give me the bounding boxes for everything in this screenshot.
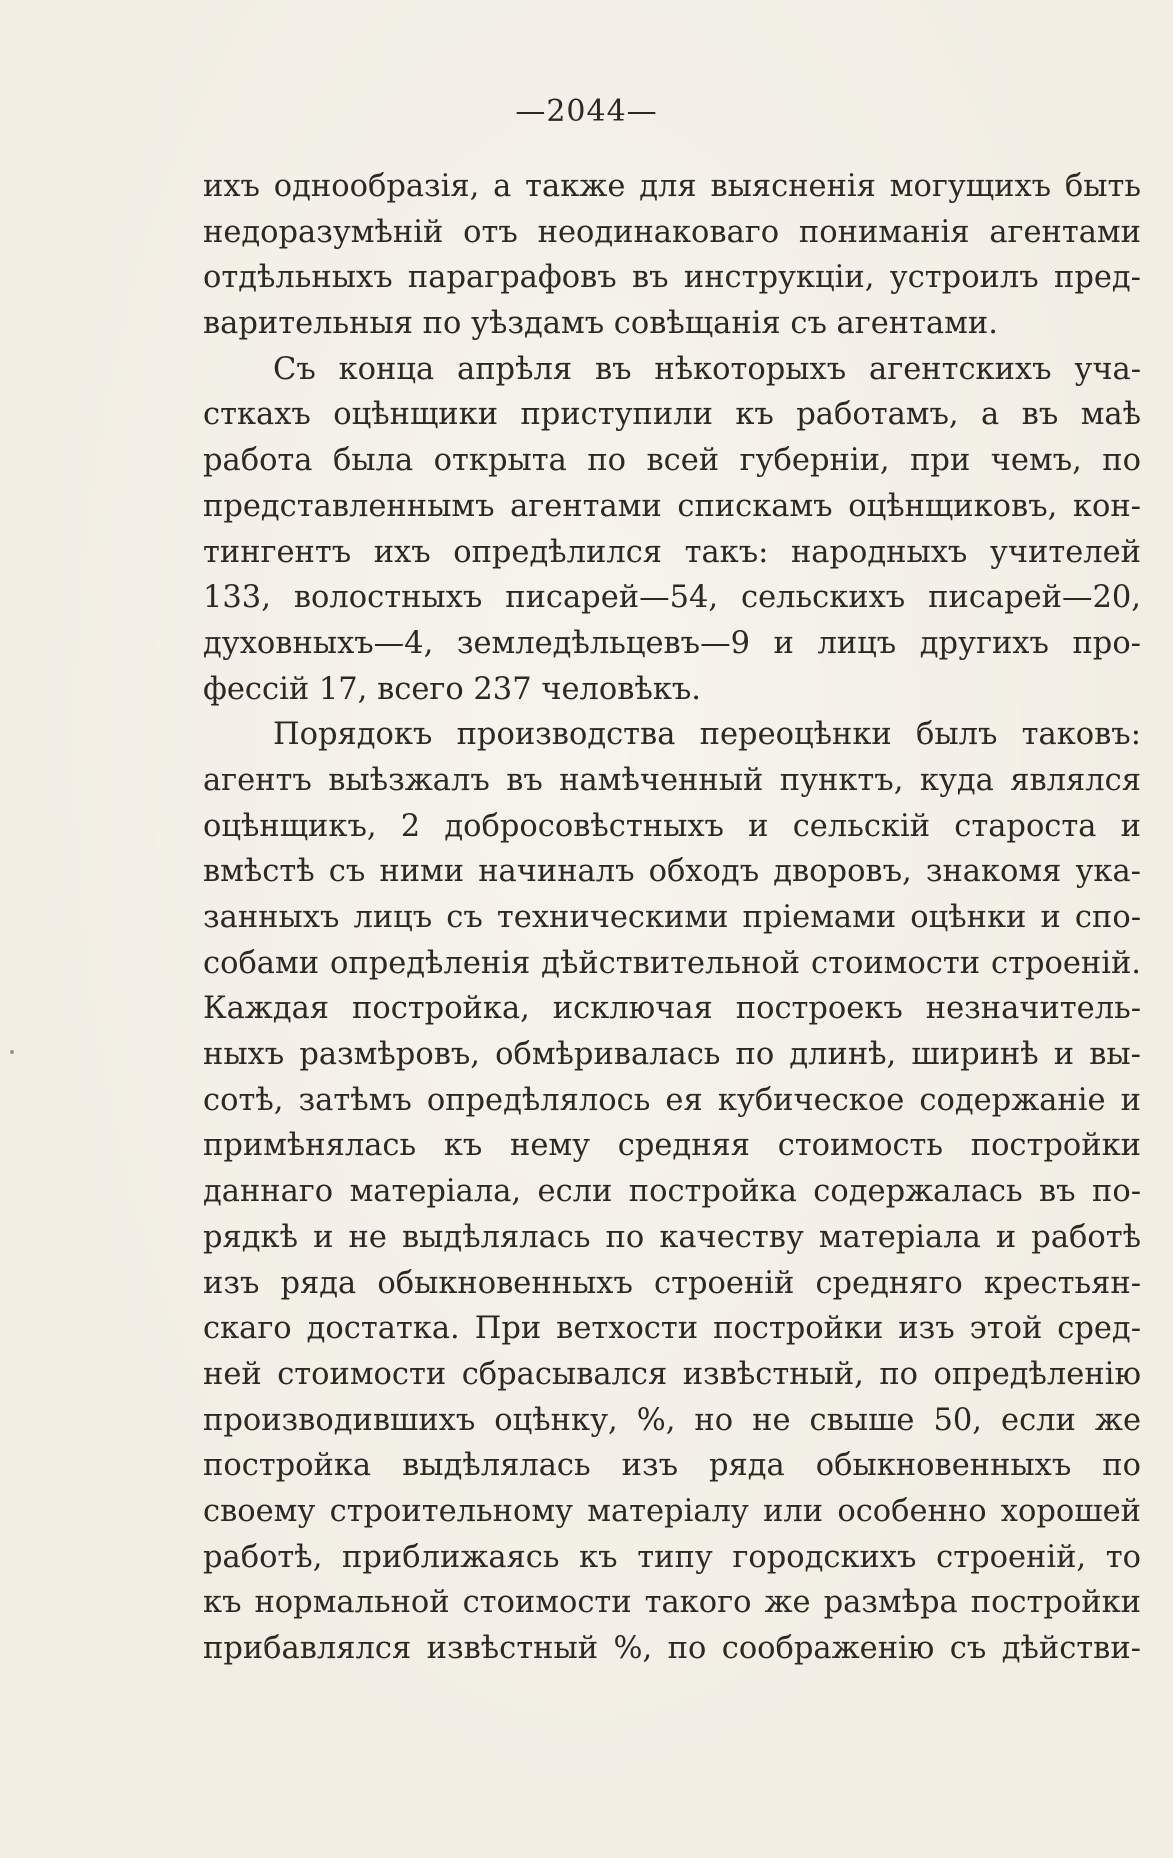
text-line: занныхъ лицъ съ техническими пріемами оцѣнки и спо-	[203, 900, 1141, 935]
text-line: Порядокъ производства переоцѣнки былъ таковъ:	[273, 717, 1141, 753]
page-number: —2044—	[515, 94, 658, 129]
text-line: постройка выдѣлялась изъ ряда обыкновенныхъ по	[203, 1448, 1141, 1484]
text-line: работа была открыта по всей губерніи, при чемъ, по	[203, 443, 1141, 479]
body-text	[203, 164, 1141, 1672]
text-line: сотѣ, затѣмъ опредѣлялось ея кубическое содержаніе и	[203, 1082, 1141, 1118]
text-line: производившихъ оцѣнку, %, но не свыше 50, если же	[203, 1402, 1141, 1438]
text-line: Каждая постройка, исключая построекъ незначитель-	[203, 991, 1141, 1027]
text-line: ихъ однообразія, а также для выясненія могущихъ быть	[203, 169, 1141, 204]
text-line: къ нормальной стоимости такого же размѣра постройки	[203, 1585, 1141, 1621]
text-line: скаго достатка. При ветхости постройки изъ этой сред-	[203, 1311, 1141, 1347]
text-line: прибавлялся извѣстный %, по соображенію съ дѣйстви-	[203, 1631, 1141, 1666]
text-line: фессій 17, всего 237 человѣкъ.	[203, 671, 701, 707]
text-line: отдѣльныхъ параграфовъ въ инструкціи, устроилъ пред-	[203, 260, 1141, 296]
text-line: ныхъ размѣровъ, обмѣривалась по длинѣ, ширинѣ и вы-	[203, 1037, 1141, 1073]
text-line: оцѣнщикъ, 2 добросовѣстныхъ и сельскій староста и	[203, 808, 1141, 844]
text-line: ней стоимости сбрасывался извѣстный, по опредѣленію	[203, 1356, 1141, 1392]
scan-speck	[10, 1050, 14, 1054]
text-line: варительныя по уѣздамъ совѣщанія съ агентами.	[203, 306, 998, 342]
text-line: даннаго матеріала, если постройка содержалась въ по-	[203, 1174, 1141, 1210]
text-line: тингентъ ихъ опредѣлился такъ: народныхъ учителей	[203, 534, 1141, 570]
text-line: 133, волостныхъ писарей—54, сельскихъ писарей—20,	[203, 580, 1141, 616]
text-line: недоразумѣній отъ неодинаковаго пониманія агентами	[203, 214, 1141, 250]
text-line: изъ ряда обыкновенныхъ строеній средняго крестьян-	[203, 1265, 1141, 1301]
text-line: агентъ выѣзжалъ въ намѣченный пунктъ, куда являлся	[203, 762, 1141, 798]
text-line: собами опредѣленія дѣйствительной стоимости строеній.	[203, 945, 1141, 981]
text-line: работѣ, приближаясь къ типу городскихъ строеній, то	[203, 1539, 1141, 1575]
text-line: Съ конца апрѣля въ нѣкоторыхъ агентскихъ уча-	[273, 351, 1141, 387]
text-line: примѣнялась къ нему средняя стоимость постройки	[203, 1128, 1141, 1164]
text-line: сткахъ оцѣнщики приступили къ работамъ, а въ маѣ	[203, 397, 1141, 433]
text-line: вмѣстѣ съ ними начиналъ обходъ дворовъ, знакомя ука-	[203, 854, 1141, 890]
text-line: духовныхъ—4, земледѣльцевъ—9 и лицъ другихъ про-	[203, 625, 1141, 661]
text-line: представленнымъ агентами спискамъ оцѣнщиковъ, кон-	[203, 488, 1141, 524]
text-line: своему строительному матеріалу или особенно хорошей	[203, 1493, 1141, 1529]
text-line: рядкѣ и не выдѣлялась по качеству матеріала и работѣ	[203, 1219, 1141, 1255]
